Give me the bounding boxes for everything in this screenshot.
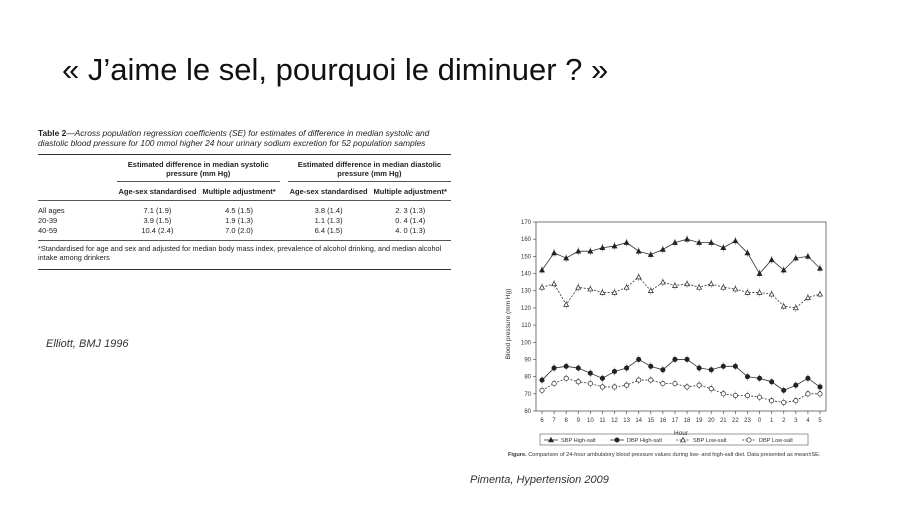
data-point bbox=[769, 380, 773, 384]
data-point bbox=[615, 438, 619, 442]
data-point bbox=[636, 357, 640, 361]
data-point bbox=[673, 357, 677, 361]
x-tick-label: 20 bbox=[707, 418, 715, 424]
x-tick-label: 9 bbox=[576, 418, 580, 424]
data-point bbox=[576, 285, 581, 289]
x-tick-label: 12 bbox=[611, 418, 618, 424]
data-point bbox=[576, 366, 580, 370]
data-point bbox=[782, 388, 786, 392]
data-point bbox=[794, 383, 798, 387]
data-point bbox=[588, 381, 592, 385]
data-point bbox=[782, 400, 786, 404]
data-point bbox=[660, 280, 665, 284]
table-body bbox=[38, 206, 451, 241]
data-point bbox=[540, 388, 544, 392]
data-point bbox=[552, 281, 557, 285]
x-tick-label: 17 bbox=[671, 418, 679, 424]
x-tick-label: 23 bbox=[744, 418, 751, 424]
data-point bbox=[769, 257, 774, 261]
y-tick-label: 90 bbox=[524, 357, 531, 364]
group-header-diastolic: Estimated difference in median diastolic pressure (mm Hg) bbox=[288, 160, 451, 182]
data-point bbox=[794, 398, 798, 402]
data-point bbox=[612, 385, 616, 389]
table-sub-header-row bbox=[38, 187, 451, 201]
data-point bbox=[757, 395, 761, 399]
y-tick-label: 130 bbox=[520, 288, 531, 295]
data-point bbox=[745, 374, 749, 378]
y-tick-label: 160 bbox=[520, 237, 531, 244]
x-tick-label: 13 bbox=[623, 418, 630, 424]
x-tick-label: 3 bbox=[794, 418, 798, 424]
y-tick-label: 140 bbox=[520, 271, 531, 278]
x-tick-label: 4 bbox=[806, 418, 810, 424]
data-point bbox=[552, 251, 557, 255]
figure-caption bbox=[508, 452, 821, 458]
series-line bbox=[542, 239, 820, 273]
legend-label: DBP High-salt bbox=[627, 438, 663, 444]
data-point bbox=[733, 364, 737, 368]
data-point bbox=[818, 392, 822, 396]
table-cell: 1.1 (1.3) bbox=[314, 215, 343, 225]
x-tick-label: 18 bbox=[683, 418, 691, 424]
data-point bbox=[806, 295, 811, 299]
data-point bbox=[818, 292, 823, 296]
x-axis-label: Hour bbox=[673, 430, 689, 437]
data-point bbox=[757, 290, 762, 294]
data-point bbox=[806, 254, 811, 258]
sub-header: Age-sex standardised bbox=[289, 186, 368, 196]
table-caption-text: —Across population regression coefficients (SE) for estimates of difference in median systolic and diastolic blood pressure for 100 mmol higher 24 hour urinary sodium excretion for 52 population samples bbox=[38, 128, 430, 149]
data-point bbox=[806, 376, 810, 380]
y-axis-label: Blood pressure (mm Hg) bbox=[505, 288, 512, 360]
table-cell: 1.9 (1.3) bbox=[225, 215, 253, 225]
data-point bbox=[564, 376, 568, 380]
citation-pimenta: Pimenta, Hypertension 2009 bbox=[470, 474, 609, 486]
data-point bbox=[697, 285, 702, 289]
table-cell: 4. 0 (1.3) bbox=[395, 225, 426, 235]
table-cell: 6.4 (1.5) bbox=[314, 225, 343, 235]
table-cell: 0. 4 (1.4) bbox=[395, 215, 426, 225]
series-line bbox=[542, 359, 820, 390]
data-point bbox=[733, 393, 737, 397]
series-line bbox=[542, 277, 820, 308]
x-tick-label: 5 bbox=[818, 418, 822, 424]
data-point bbox=[769, 398, 773, 402]
chart-series bbox=[540, 235, 823, 406]
data-point bbox=[540, 378, 544, 382]
x-tick-label: 15 bbox=[647, 418, 655, 424]
y-tick-label: 110 bbox=[521, 323, 531, 330]
row-label: All ages bbox=[38, 205, 65, 215]
data-point bbox=[552, 366, 556, 370]
x-tick-label: 10 bbox=[587, 418, 594, 424]
x-tick-label: 19 bbox=[695, 418, 703, 424]
data-point bbox=[685, 281, 690, 285]
data-point bbox=[649, 378, 653, 382]
x-tick-label: 14 bbox=[635, 418, 643, 424]
sub-header: Multiple adjustment* bbox=[202, 186, 276, 196]
data-point bbox=[600, 385, 604, 389]
table-row bbox=[38, 206, 451, 216]
table-cell: 7.0 (2.0) bbox=[225, 225, 253, 235]
data-point bbox=[624, 366, 628, 370]
data-point bbox=[636, 249, 641, 253]
data-point bbox=[624, 383, 628, 387]
data-point bbox=[721, 364, 725, 368]
x-tick-label: 1 bbox=[769, 418, 774, 424]
y-tick-label: 100 bbox=[520, 340, 531, 347]
y-tick-label: 150 bbox=[520, 254, 531, 261]
data-point bbox=[709, 368, 713, 372]
x-tick-label: 8 bbox=[564, 418, 568, 424]
legend-label: SBP Low-salt bbox=[693, 438, 727, 444]
table-cell: 2. 3 (1.3) bbox=[395, 205, 426, 215]
data-point bbox=[636, 378, 640, 382]
data-point bbox=[660, 247, 665, 251]
y-tick-label: 60 bbox=[524, 409, 531, 415]
citation-elliott: Elliott, BMJ 1996 bbox=[46, 338, 129, 350]
data-point bbox=[648, 288, 653, 292]
data-point bbox=[697, 366, 701, 370]
data-point bbox=[564, 364, 568, 368]
x-tick-label: 0 bbox=[757, 418, 762, 424]
chart-axes bbox=[521, 220, 826, 424]
x-tick-label: 7 bbox=[552, 418, 556, 424]
data-point bbox=[733, 239, 738, 243]
data-point bbox=[600, 376, 604, 380]
data-point bbox=[747, 438, 751, 442]
data-point bbox=[757, 376, 761, 380]
x-tick-label: 6 bbox=[540, 418, 544, 424]
y-tick-label: 120 bbox=[520, 305, 531, 312]
data-point bbox=[588, 371, 592, 375]
data-point bbox=[745, 393, 749, 397]
table-cell: 10.4 (2.4) bbox=[141, 225, 174, 235]
row-label: 20-39 bbox=[38, 215, 58, 225]
data-point bbox=[806, 392, 810, 396]
data-point bbox=[685, 357, 689, 361]
data-point bbox=[709, 386, 713, 390]
blood-pressure-chart bbox=[500, 214, 900, 464]
data-point bbox=[721, 245, 726, 249]
legend-label: SBP High-salt bbox=[561, 438, 596, 444]
slide-title: « J’aime le sel, pourquoi le diminuer ? » bbox=[62, 52, 609, 87]
table-cell: 3.9 (1.5) bbox=[143, 215, 172, 225]
table-cell: 7.1 (1.9) bbox=[143, 205, 172, 215]
legend-label: DBP Low-salt bbox=[759, 438, 793, 444]
data-point bbox=[661, 381, 665, 385]
data-point bbox=[685, 237, 690, 241]
table-cell: 3.8 (1.4) bbox=[314, 205, 343, 215]
data-point bbox=[649, 364, 653, 368]
data-point bbox=[612, 369, 616, 373]
data-point bbox=[673, 381, 677, 385]
y-tick-label: 70 bbox=[524, 391, 531, 398]
table-row bbox=[38, 216, 451, 226]
sub-header: Multiple adjustment* bbox=[373, 186, 447, 196]
data-point bbox=[576, 380, 580, 384]
x-tick-label: 11 bbox=[599, 418, 606, 424]
table-cell: 4.5 (1.5) bbox=[225, 205, 253, 215]
table-caption-label: Table 2 bbox=[38, 128, 67, 138]
data-point bbox=[636, 275, 641, 279]
data-point bbox=[685, 385, 689, 389]
data-point bbox=[781, 304, 786, 308]
table-caption bbox=[38, 128, 451, 155]
y-tick-label: 80 bbox=[524, 374, 531, 381]
x-tick-label: 2 bbox=[782, 418, 786, 424]
data-point bbox=[564, 256, 569, 260]
data-point bbox=[818, 385, 822, 389]
data-point bbox=[697, 383, 701, 387]
data-point bbox=[721, 392, 725, 396]
data-point bbox=[552, 381, 556, 385]
group-header-systolic: Estimated difference in median systolic pressure (mm Hg) bbox=[117, 160, 280, 182]
regression-table bbox=[38, 128, 451, 270]
data-point bbox=[661, 368, 665, 372]
row-label: 40-59 bbox=[38, 225, 58, 235]
table-group-header-row bbox=[38, 160, 451, 182]
figure-caption-text: Comparison of 24-hour ambulatory blood pressure values during low- and high-salt diet. Data presented as mean±SE. bbox=[528, 452, 821, 458]
series-line bbox=[542, 378, 820, 402]
y-tick-label: 170 bbox=[520, 220, 531, 226]
figure-caption-label: Figure. bbox=[508, 452, 527, 458]
data-point bbox=[673, 283, 678, 287]
table-row bbox=[38, 226, 451, 236]
x-tick-label: 16 bbox=[659, 418, 667, 424]
x-tick-label: 21 bbox=[719, 418, 727, 424]
x-tick-label: 22 bbox=[732, 418, 739, 424]
sub-header: Age-sex standardised bbox=[118, 186, 197, 196]
table-footnote: *Standardised for age and sex and adjusted for median body mass index, prevalence of alcohol drinking, and median alcohol intake among drinkers bbox=[38, 244, 451, 270]
data-point bbox=[624, 240, 629, 244]
data-point bbox=[709, 281, 714, 285]
